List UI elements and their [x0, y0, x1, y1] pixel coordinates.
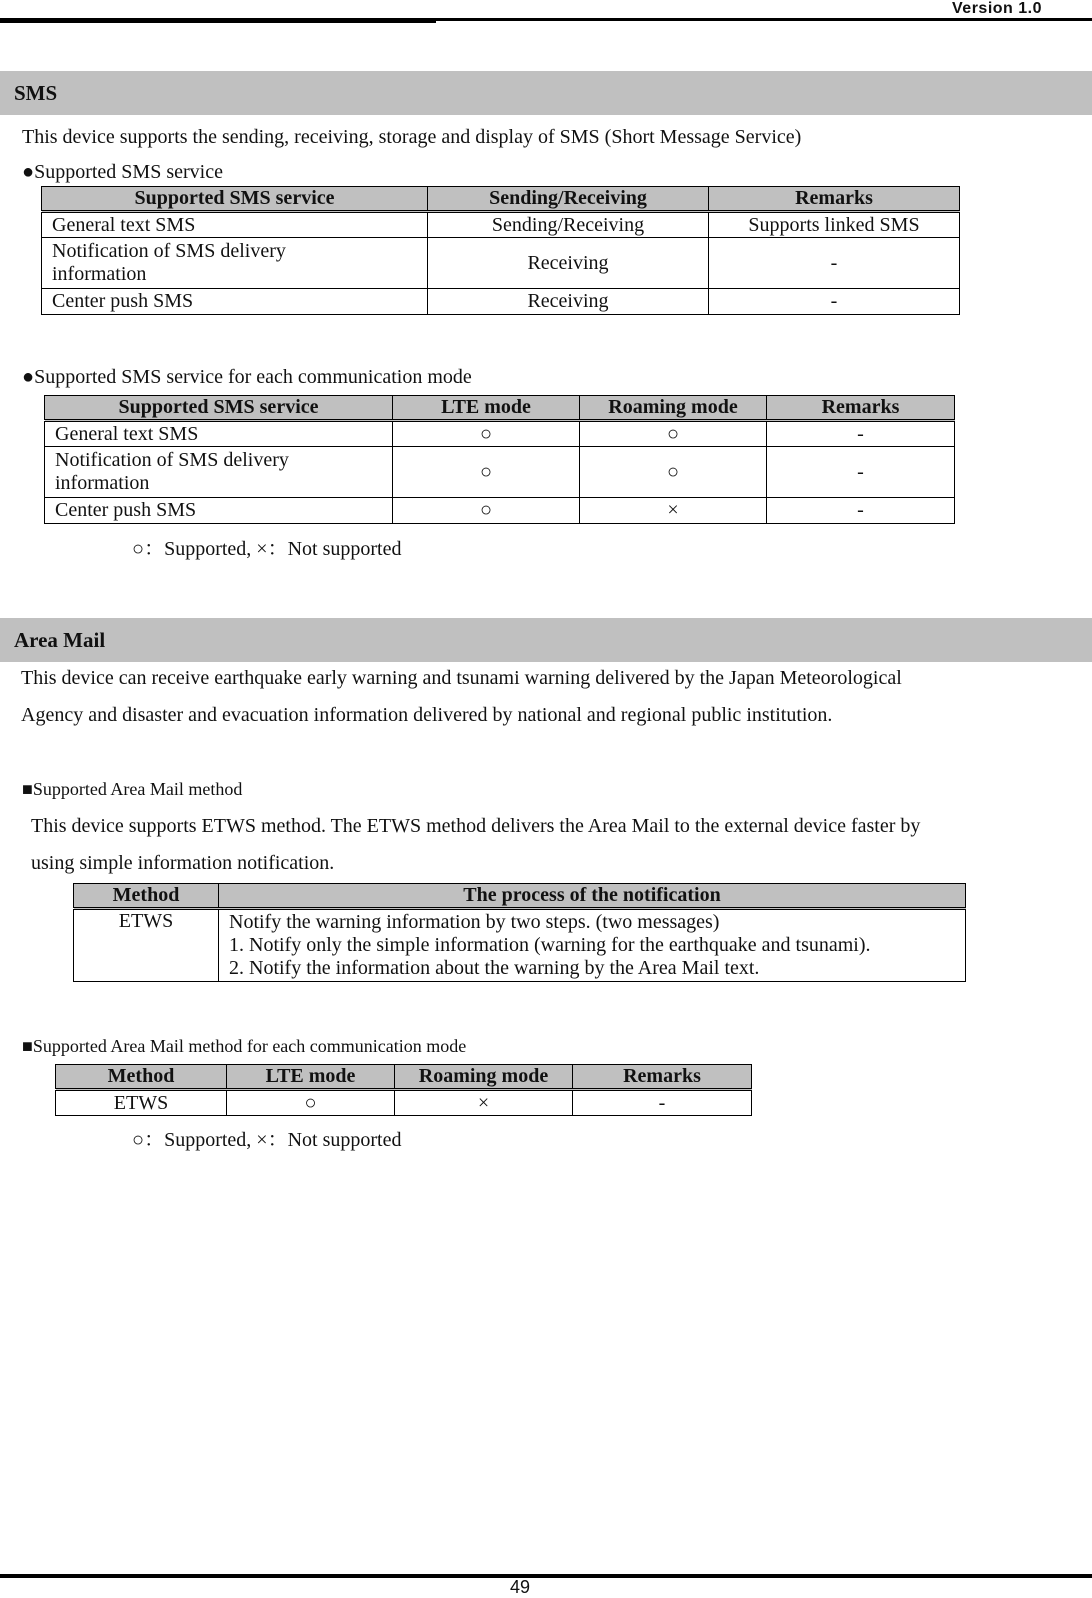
area-mail-legend: ○：Supported, ×：Not supported	[132, 1129, 402, 1151]
area-mail-mode-table	[55, 1064, 752, 1116]
table-cell: Receiving	[428, 289, 709, 315]
column-header: Method	[74, 884, 219, 909]
table-row	[45, 421, 955, 447]
table-cell: Notification of SMS delivery information	[42, 238, 428, 289]
table-cell: Center push SMS	[45, 498, 393, 524]
table-row	[45, 498, 955, 524]
table-header-row	[45, 396, 955, 421]
table-cell: General text SMS	[45, 421, 393, 447]
table-cell: ○	[580, 421, 767, 447]
area-mail-description-line2: Agency and disaster and evacuation information delivered by national and regional public institution.	[21, 704, 833, 726]
table-header-row	[42, 187, 960, 212]
table-cell: ×	[580, 498, 767, 524]
table-cell: ○	[580, 447, 767, 498]
version-label: Version 1.0	[952, 0, 1042, 17]
table-cell: ×	[395, 1090, 573, 1116]
table-cell	[219, 909, 966, 982]
table-cell: Receiving	[428, 238, 709, 289]
table-cell: ○	[393, 447, 580, 498]
table-cell: -	[767, 498, 955, 524]
table-cell: -	[573, 1090, 752, 1116]
table-row	[42, 289, 960, 315]
sms-mode-table	[44, 395, 955, 524]
table-cell: ETWS	[56, 1090, 227, 1116]
column-header: Roaming mode	[395, 1065, 573, 1090]
table-header-row	[56, 1065, 752, 1090]
table-cell: Sending/Receiving	[428, 212, 709, 238]
section-title-sms: SMS	[0, 71, 1092, 115]
sms-service-table	[41, 186, 960, 315]
table-cell: -	[767, 447, 955, 498]
table-cell: Notification of SMS delivery information	[45, 447, 393, 498]
table-cell: General text SMS	[42, 212, 428, 238]
area-mail-method-table	[73, 883, 966, 982]
column-header: Supported SMS service	[42, 187, 428, 212]
table-cell: Supports linked SMS	[709, 212, 960, 238]
sms-description: This device supports the sending, receiving, storage and display of SMS (Short Message Service)	[22, 126, 802, 148]
table-cell: ○	[227, 1090, 395, 1116]
area-mail-description-line1: This device can receive earthquake early warning and tsunami warning delivered by the Japan Meteorological	[21, 667, 902, 689]
table-row	[74, 909, 966, 982]
table-row	[56, 1090, 752, 1116]
area-mail-method-text-line1: This device supports ETWS method. The ETWS method delivers the Area Mail to the external device faster by	[31, 815, 921, 837]
table-cell: ○	[393, 498, 580, 524]
process-line: 1. Notify only the simple information (warning for the earthquake and tsunami).	[229, 934, 871, 956]
area-mail-method-text-line2: using simple information notification.	[31, 852, 335, 874]
section-title-area-mail: Area Mail	[0, 618, 1092, 662]
process-line: 2. Notify the information about the warning by the Area Mail text.	[229, 957, 760, 979]
table-row	[42, 238, 960, 289]
column-header: Supported SMS service	[45, 396, 393, 421]
column-header: Sending/Receiving	[428, 187, 709, 212]
page-number: 49	[509, 1577, 531, 1597]
table-cell: Center push SMS	[42, 289, 428, 315]
table-cell: ETWS	[74, 909, 219, 982]
column-header: LTE mode	[393, 396, 580, 421]
sms-service-heading: ●Supported SMS service	[22, 161, 223, 183]
column-header: Method	[56, 1065, 227, 1090]
table-header-row	[74, 884, 966, 909]
area-mail-method-heading: ■Supported Area Mail method	[22, 779, 243, 799]
sms-mode-heading: ●Supported SMS service for each communication mode	[22, 366, 472, 388]
sms-legend: ○：Supported, ×：Not supported	[132, 538, 402, 560]
column-header: The process of the notification	[219, 884, 966, 909]
table-row	[42, 212, 960, 238]
area-mail-mode-heading: ■Supported Area Mail method for each communication mode	[22, 1036, 467, 1056]
column-header: Roaming mode	[580, 396, 767, 421]
table-cell: -	[767, 421, 955, 447]
column-header: LTE mode	[227, 1065, 395, 1090]
process-line: Notify the warning information by two steps. (two messages)	[229, 911, 720, 933]
column-header: Remarks	[573, 1065, 752, 1090]
table-cell: -	[709, 238, 960, 289]
table-cell: -	[709, 289, 960, 315]
column-header: Remarks	[767, 396, 955, 421]
table-row	[45, 447, 955, 498]
header-rule-accent	[0, 18, 436, 23]
table-cell: ○	[393, 421, 580, 447]
column-header: Remarks	[709, 187, 960, 212]
